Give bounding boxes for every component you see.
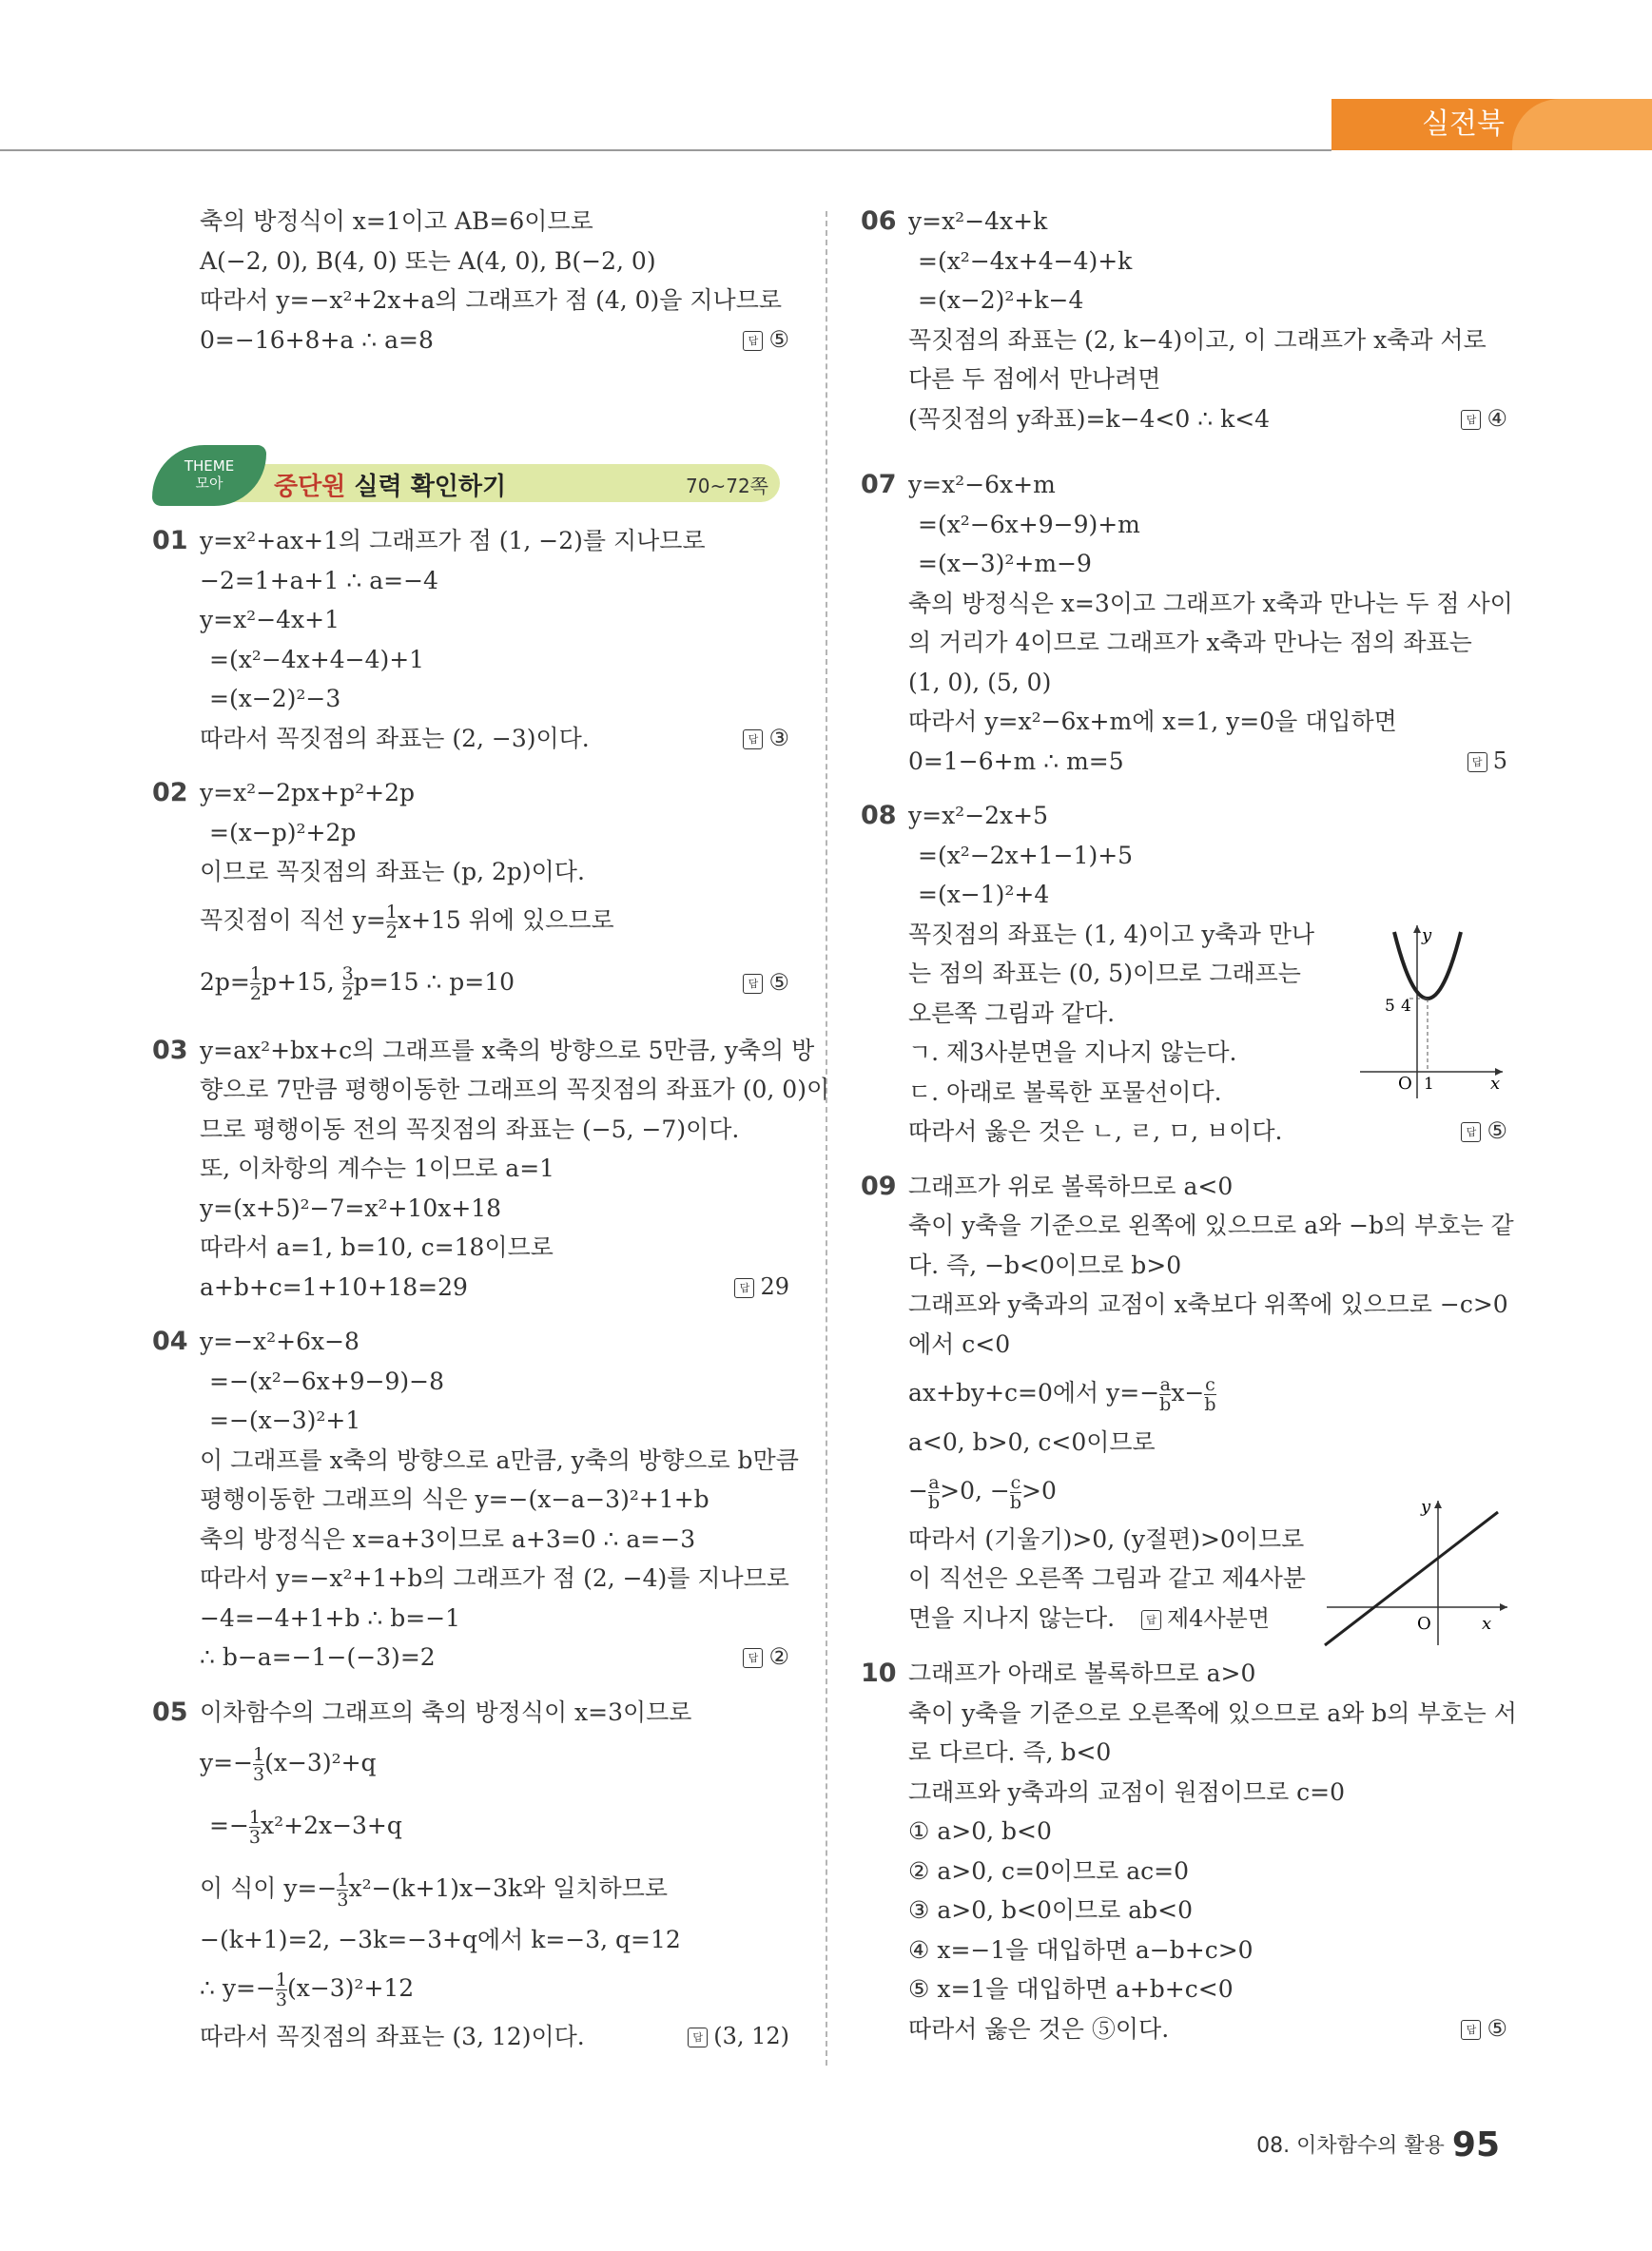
- fraction: [342, 964, 354, 1003]
- theme-title-rest: 실력 확인하기: [345, 473, 507, 501]
- origin-label: O: [1417, 1614, 1431, 1634]
- numerator: 1: [337, 1870, 349, 1891]
- problem-09: [861, 1167, 1507, 1207]
- text-line: [152, 892, 789, 949]
- y-axis-label: y: [1422, 925, 1432, 945]
- numerator: a: [928, 1471, 940, 1493]
- text-line-content: x²+2x−3+q: [261, 1812, 402, 1839]
- text-line-content: 0=1−6+m ∴ m=5: [908, 747, 1124, 775]
- answer-mark: [1141, 1605, 1270, 1632]
- denominator: 3: [253, 1764, 265, 1785]
- text-line: =(x−2)²−3: [209, 685, 341, 712]
- theme-leaf-bottom: 모아: [195, 475, 224, 492]
- text-line: 따라서 a=1, b=10, c=18이므로: [200, 1233, 554, 1261]
- denominator: 2: [341, 982, 354, 1004]
- answer-box-icon: 답: [1467, 752, 1487, 772]
- text-line: −(k+1)=2, −3k=−3+q에서 k=−3, q=12: [200, 1926, 681, 1953]
- y-axis-arrow-icon: [1434, 1501, 1442, 1508]
- text-line: =(x²−6x+9−9)+m: [918, 510, 1140, 538]
- page-number: 95: [1451, 2125, 1500, 2164]
- answer-box-icon: 답: [1461, 2020, 1481, 2040]
- denominator: 3: [275, 1989, 287, 2010]
- text-line-content: 이 식이 y=−: [200, 1874, 338, 1902]
- denominator: b: [1009, 1491, 1021, 1513]
- spacer: [152, 1016, 789, 1031]
- fraction: [1204, 1375, 1215, 1414]
- answer-value: ⑤: [1487, 1117, 1507, 1144]
- text-line: y=x²−2px+p²+2p: [200, 779, 415, 806]
- column-divider: [826, 211, 827, 2066]
- denominator: 2: [385, 921, 398, 942]
- tick-label: 1: [1424, 1075, 1434, 1094]
- text-line-content: ax+by+c=0에서 y=−: [908, 1379, 1160, 1407]
- header-rule: [0, 149, 1331, 151]
- x-axis-label: x: [1490, 1074, 1501, 1094]
- text-line: (1, 0), (5, 0): [908, 668, 1052, 696]
- answer-mark: [743, 1638, 789, 1678]
- problem-07: [861, 465, 1507, 505]
- denominator: 3: [337, 1890, 349, 1911]
- theme-pages: 70~72쪽: [686, 475, 768, 497]
- right-column: [861, 202, 1517, 2048]
- answer-mark: [1461, 1112, 1507, 1152]
- text-line-content: p=15 ∴ p=10: [353, 967, 515, 996]
- text-line: =(x−p)²+2p: [209, 818, 357, 846]
- spacer: [152, 1678, 789, 1693]
- text-line: [861, 399, 1507, 439]
- text-line-content: (x−3)²+12: [286, 1973, 415, 2002]
- text-line: [861, 742, 1507, 782]
- fraction: [253, 1745, 264, 1784]
- fraction: [1159, 1375, 1171, 1414]
- answer-value: ⑤: [768, 325, 789, 353]
- text-line-content: 면을 지나지 않는다.: [908, 1603, 1116, 1632]
- text-line: 그래프와 y축과의 교점이 원점이므로 c=0: [908, 1777, 1346, 1806]
- spacer: [152, 758, 789, 773]
- theme-title: [274, 467, 506, 502]
- answer-box-icon: 답: [1141, 1610, 1161, 1630]
- spacer: [861, 438, 1507, 465]
- text-line: [152, 320, 789, 360]
- answer-mark: [743, 320, 789, 360]
- answer-mark: [734, 1268, 789, 1308]
- theme-leaf-top: THEME: [184, 457, 235, 475]
- answer-value: ④: [1487, 404, 1507, 432]
- text-line: 축의 방정식은 x=a+3이므로 a+3=0 ∴ a=−3: [200, 1524, 696, 1553]
- text-line: 축의 방정식이 x=1이고 AB=6이므로: [200, 207, 593, 235]
- text-line: y=x²−2x+5: [908, 802, 1048, 829]
- text-line: 꼭짓점의 좌표는 (1, 4)이고 y축과 만나: [908, 920, 1315, 948]
- text-line-content: >0: [1021, 1476, 1057, 1504]
- chapter-title: 08. 이차함수의 활용: [1256, 2134, 1445, 2158]
- answer-box-icon: 답: [743, 1648, 763, 1668]
- problem-number: 08: [861, 801, 897, 830]
- text-line-content: 따라서 꼭짓점의 좌표는 (3, 12)이다.: [200, 2022, 585, 2050]
- text-line: 그래프가 아래로 볼록하므로 a>0: [908, 1659, 1256, 1687]
- text-line: −4=−4+1+b ∴ b=−1: [200, 1603, 461, 1632]
- fraction: [337, 1871, 348, 1910]
- numerator: 1: [385, 901, 398, 922]
- text-line: y=x²+ax+1의 그래프가 점 (1, −2)를 지나므로: [200, 527, 706, 554]
- answer-box-icon: 답: [743, 974, 763, 994]
- text-line: −2=1+a+1 ∴ a=−4: [200, 566, 438, 594]
- text-line: [152, 1732, 789, 1795]
- fraction: [250, 964, 262, 1003]
- problem-number: 09: [861, 1171, 897, 1201]
- text-line-content: (꼭짓점의 y좌표)=k−4<0 ∴ k<4: [908, 404, 1271, 433]
- text-line: [152, 1268, 789, 1308]
- answer-box-icon: 답: [1461, 410, 1481, 430]
- text-line: 축이 y축을 기준으로 오른쪽에 있으므로 a와 b의 부호는 서: [908, 1698, 1517, 1727]
- answer-value: ②: [768, 1643, 789, 1670]
- left-column-top: [152, 202, 789, 359]
- problem-number: 04: [152, 1327, 188, 1356]
- problem-number: 01: [152, 526, 188, 555]
- answer-box-icon: 답: [1461, 1122, 1481, 1142]
- text-line: [152, 2017, 789, 2057]
- text-line: =(x²−4x+4−4)+k: [918, 246, 1133, 275]
- text-line-content: x+15 위에 있으므로: [397, 905, 614, 934]
- numerator: 1: [249, 962, 262, 984]
- text-line: [152, 949, 789, 1016]
- y-axis-arrow-icon: [1413, 925, 1421, 933]
- problem-08: [861, 796, 1507, 836]
- text-line: ② a>0, c=0이므로 ac=0: [908, 1856, 1190, 1885]
- text-line: 꼭짓점의 좌표는 (2, k−4)이고, 이 그래프가 x축과 서로: [908, 325, 1487, 354]
- text-line-content: p+15,: [261, 967, 335, 996]
- problem-number: 10: [861, 1659, 897, 1688]
- answer-value: ③: [768, 724, 789, 751]
- text-line: 오른쪽 그림과 같다.: [908, 999, 1116, 1027]
- answer-mark: [1467, 742, 1507, 782]
- text-line-content: 따라서 옳은 것은 ⑤이다.: [908, 2014, 1170, 2043]
- answer-value: ⑤: [1487, 2014, 1507, 2042]
- answer-box-icon: 답: [734, 1278, 754, 1298]
- text-line: ④ x=−1을 대입하면 a−b+c>0: [908, 1935, 1254, 1964]
- text-line: 에서 c<0: [908, 1329, 1011, 1358]
- text-line: 축의 방정식은 x=3이고 그래프가 x축과 만나는 두 점 사이: [908, 589, 1513, 617]
- text-line-content: 꼭짓점이 직선 y=: [200, 905, 386, 934]
- line-figure: [1322, 1493, 1512, 1650]
- text-line: [861, 1364, 1507, 1423]
- text-line: 평행이동한 그래프의 식은 y=−(x−a−3)²+1+b: [200, 1485, 709, 1513]
- numerator: a: [1159, 1374, 1171, 1395]
- text-line: y=x²−4x+k: [908, 207, 1048, 235]
- text-line: =−(x−3)²+1: [209, 1407, 361, 1434]
- fraction: [276, 1970, 287, 2009]
- text-line: 의 거리가 4이므로 그래프가 x축과 만나는 점의 좌표는: [908, 629, 1472, 656]
- problem-04: [152, 1322, 789, 1362]
- answer-value: 제4사분면: [1167, 1604, 1271, 1632]
- text-line: [152, 719, 789, 759]
- fraction: [249, 1808, 261, 1847]
- text-line: ㄱ. 제3사분면을 지나지 않는다.: [908, 1038, 1237, 1066]
- numerator: 1: [248, 1807, 261, 1828]
- fraction: [1010, 1473, 1021, 1512]
- tick-label: 4: [1401, 997, 1411, 1016]
- text-line: =−(x²−6x+9−9)−8: [209, 1367, 445, 1395]
- answer-mark: [743, 719, 789, 759]
- text-line: 로 다르다. 즉, b<0: [908, 1738, 1112, 1766]
- text-line: 이차함수의 그래프의 축의 방정식이 x=3이므로: [200, 1698, 692, 1726]
- answer-value: 29: [760, 1272, 789, 1300]
- tick-label: 5: [1385, 997, 1395, 1016]
- text-line-content: −: [908, 1476, 928, 1504]
- text-line: 따라서 y=x²−6x+m에 x=1, y=0을 대입하면: [908, 708, 1397, 735]
- text-line: 는 점의 좌표는 (0, 5)이므로 그래프는: [908, 960, 1301, 987]
- text-line: y=ax²+bx+c의 그래프를 x축의 방향으로 5만큼, y축의 방: [200, 1036, 815, 1064]
- x-axis-arrow-icon: [1500, 1603, 1507, 1611]
- text-line: 향으로 7만큼 평행이동한 그래프의 꼭짓점의 좌표가 (0, 0)이: [200, 1076, 830, 1103]
- answer-mark: [1461, 399, 1507, 439]
- numerator: 3: [341, 962, 354, 984]
- problem-number: 05: [152, 1697, 188, 1727]
- text-line-content: ∴ y=−: [200, 1973, 276, 2002]
- line-graph: [1325, 1512, 1498, 1645]
- text-line: [152, 1638, 789, 1678]
- denominator: b: [1159, 1394, 1172, 1415]
- text-line: [861, 1112, 1507, 1152]
- problem-number: 06: [861, 206, 897, 236]
- answer-box-icon: 답: [743, 729, 763, 749]
- text-line-content: a+b+c=1+10+18=29: [200, 1272, 468, 1301]
- answer-mark: [688, 2017, 789, 2057]
- text-line: ⑤ x=1을 대입하면 a+b+c<0: [908, 1975, 1234, 2003]
- text-line-content: 따라서 옳은 것은 ㄴ, ㄹ, ㅁ, ㅂ이다.: [908, 1117, 1283, 1145]
- text-line: a<0, b>0, c<0이므로: [908, 1428, 1156, 1456]
- text-line-content: y=−: [200, 1749, 254, 1776]
- text-line: y=x²−6x+m: [908, 471, 1056, 498]
- problem-05: [152, 1693, 789, 1733]
- origin-label: O: [1398, 1074, 1412, 1094]
- y-axis-label: y: [1421, 1497, 1431, 1517]
- problem-02: [152, 773, 789, 813]
- parabola-figure: [1351, 918, 1512, 1108]
- text-line: [152, 1857, 789, 1920]
- answer-box-icon: 답: [688, 2028, 708, 2047]
- text-line: y=−x²+6x−8: [200, 1328, 360, 1355]
- text-line: A(−2, 0), B(4, 0) 또는 A(4, 0), B(−2, 0): [200, 246, 656, 275]
- section-tab-label: 실전북: [1422, 107, 1505, 141]
- text-line: 다른 두 점에서 만나려면: [908, 365, 1161, 393]
- problem-number: 07: [861, 470, 897, 499]
- numerator: c: [1205, 1374, 1215, 1395]
- text-line: [152, 1960, 789, 2017]
- denominator: 2: [249, 982, 262, 1004]
- text-line: 이 직선은 오른쪽 그림과 같고 제4사분: [908, 1564, 1306, 1592]
- problem-03: [152, 1031, 815, 1071]
- text-line: 그래프와 y축과의 교점이 x축보다 위쪽에 있으므로 −c>0: [908, 1290, 1508, 1318]
- problem-06: [861, 202, 1507, 242]
- text-line: y=(x+5)²−7=x²+10x+18: [200, 1193, 502, 1222]
- page-footer: [1256, 2125, 1500, 2164]
- denominator: b: [927, 1491, 941, 1513]
- denominator: 3: [248, 1827, 261, 1848]
- text-line-content: 따라서 꼭짓점의 좌표는 (2, −3)이다.: [200, 724, 590, 752]
- text-line-content: ∴ b−a=−1−(−3)=2: [200, 1643, 436, 1671]
- text-line: 그래프가 위로 볼록하므로 a<0: [908, 1172, 1234, 1200]
- theme-banner: [152, 436, 789, 501]
- text-line: =(x²−4x+4−4)+1: [209, 645, 425, 673]
- answer-mark-inner: [1141, 1605, 1270, 1632]
- numerator: c: [1010, 1471, 1021, 1493]
- text-line-content: 2p=: [200, 967, 250, 996]
- fraction: [928, 1473, 940, 1512]
- text-line: =(x−1)²+4: [918, 881, 1050, 908]
- text-line: 또, 이차항의 계수는 1이므로 a=1: [200, 1155, 555, 1182]
- text-line: =(x−2)²+k−4: [918, 286, 1084, 314]
- fraction: [386, 902, 398, 941]
- text-line-content: >0, −: [940, 1476, 1010, 1504]
- spacer: [861, 1152, 1507, 1167]
- text-line: ㄷ. 아래로 볼록한 포물선이다.: [908, 1077, 1222, 1106]
- text-line: 다. 즉, −b<0이므로 b>0: [908, 1251, 1182, 1279]
- text-line: [861, 2009, 1507, 2049]
- text-line-content: (x−3)²+q: [264, 1749, 377, 1776]
- text-line-content: x²−(k+1)x−3k와 일치하므로: [348, 1874, 668, 1902]
- text-line: [152, 1795, 789, 1857]
- answer-mark: [1461, 2009, 1507, 2049]
- text-line: y=x²−4x+1: [200, 606, 340, 633]
- problem-10: [861, 1654, 1507, 1694]
- answer-mark: [743, 949, 789, 1016]
- section-tab: [1331, 99, 1652, 150]
- text-line-content: 0=−16+8+a ∴ a=8: [200, 325, 434, 354]
- problem-01: [152, 521, 789, 561]
- denominator: b: [1204, 1394, 1216, 1415]
- text-line-content: =−: [209, 1812, 249, 1839]
- problem-number: 02: [152, 778, 188, 807]
- answer-value: ⑤: [768, 968, 789, 996]
- x-axis-label: x: [1482, 1614, 1492, 1634]
- text-line-content: x−: [1171, 1379, 1205, 1407]
- spacer: [152, 1307, 789, 1322]
- text-line: =(x−3)²+m−9: [918, 550, 1092, 577]
- text-line: 따라서 y=−x²+1+b의 그래프가 점 (2, −4)를 지나므로: [200, 1564, 789, 1592]
- text-line: 이므로 꼭짓점의 좌표는 (p, 2p)이다.: [200, 858, 585, 885]
- answer-value: 5: [1492, 747, 1507, 774]
- numerator: 1: [253, 1744, 265, 1765]
- theme-title-highlight: 중단원: [274, 473, 346, 501]
- problem-number: 03: [152, 1035, 188, 1065]
- text-line: 따라서 (기울기)>0, (y절편)>0이므로: [908, 1524, 1305, 1553]
- text-line: ① a>0, b<0: [908, 1817, 1052, 1845]
- spacer: [861, 781, 1507, 796]
- text-line: 이 그래프를 x축의 방향으로 a만큼, y축의 방향으로 b만큼: [200, 1446, 799, 1474]
- text-line: =(x²−2x+1−1)+5: [918, 841, 1134, 869]
- left-column-problems: [152, 521, 830, 2056]
- text-line: 므로 평행이동 전의 꼭짓점의 좌표는 (−5, −7)이다.: [200, 1115, 740, 1143]
- numerator: 1: [275, 1969, 287, 1990]
- text-line: 따라서 y=−x²+2x+a의 그래프가 점 (4, 0)을 지나므로: [200, 286, 782, 314]
- text-line: ③ a>0, b<0이므로 ab<0: [908, 1896, 1194, 1924]
- answer-value: (3, 12): [713, 2022, 789, 2049]
- text-line: 축이 y축을 기준으로 왼쪽에 있으므로 a와 −b의 부호는 같: [908, 1212, 1514, 1239]
- answer-box-icon: 답: [743, 331, 763, 351]
